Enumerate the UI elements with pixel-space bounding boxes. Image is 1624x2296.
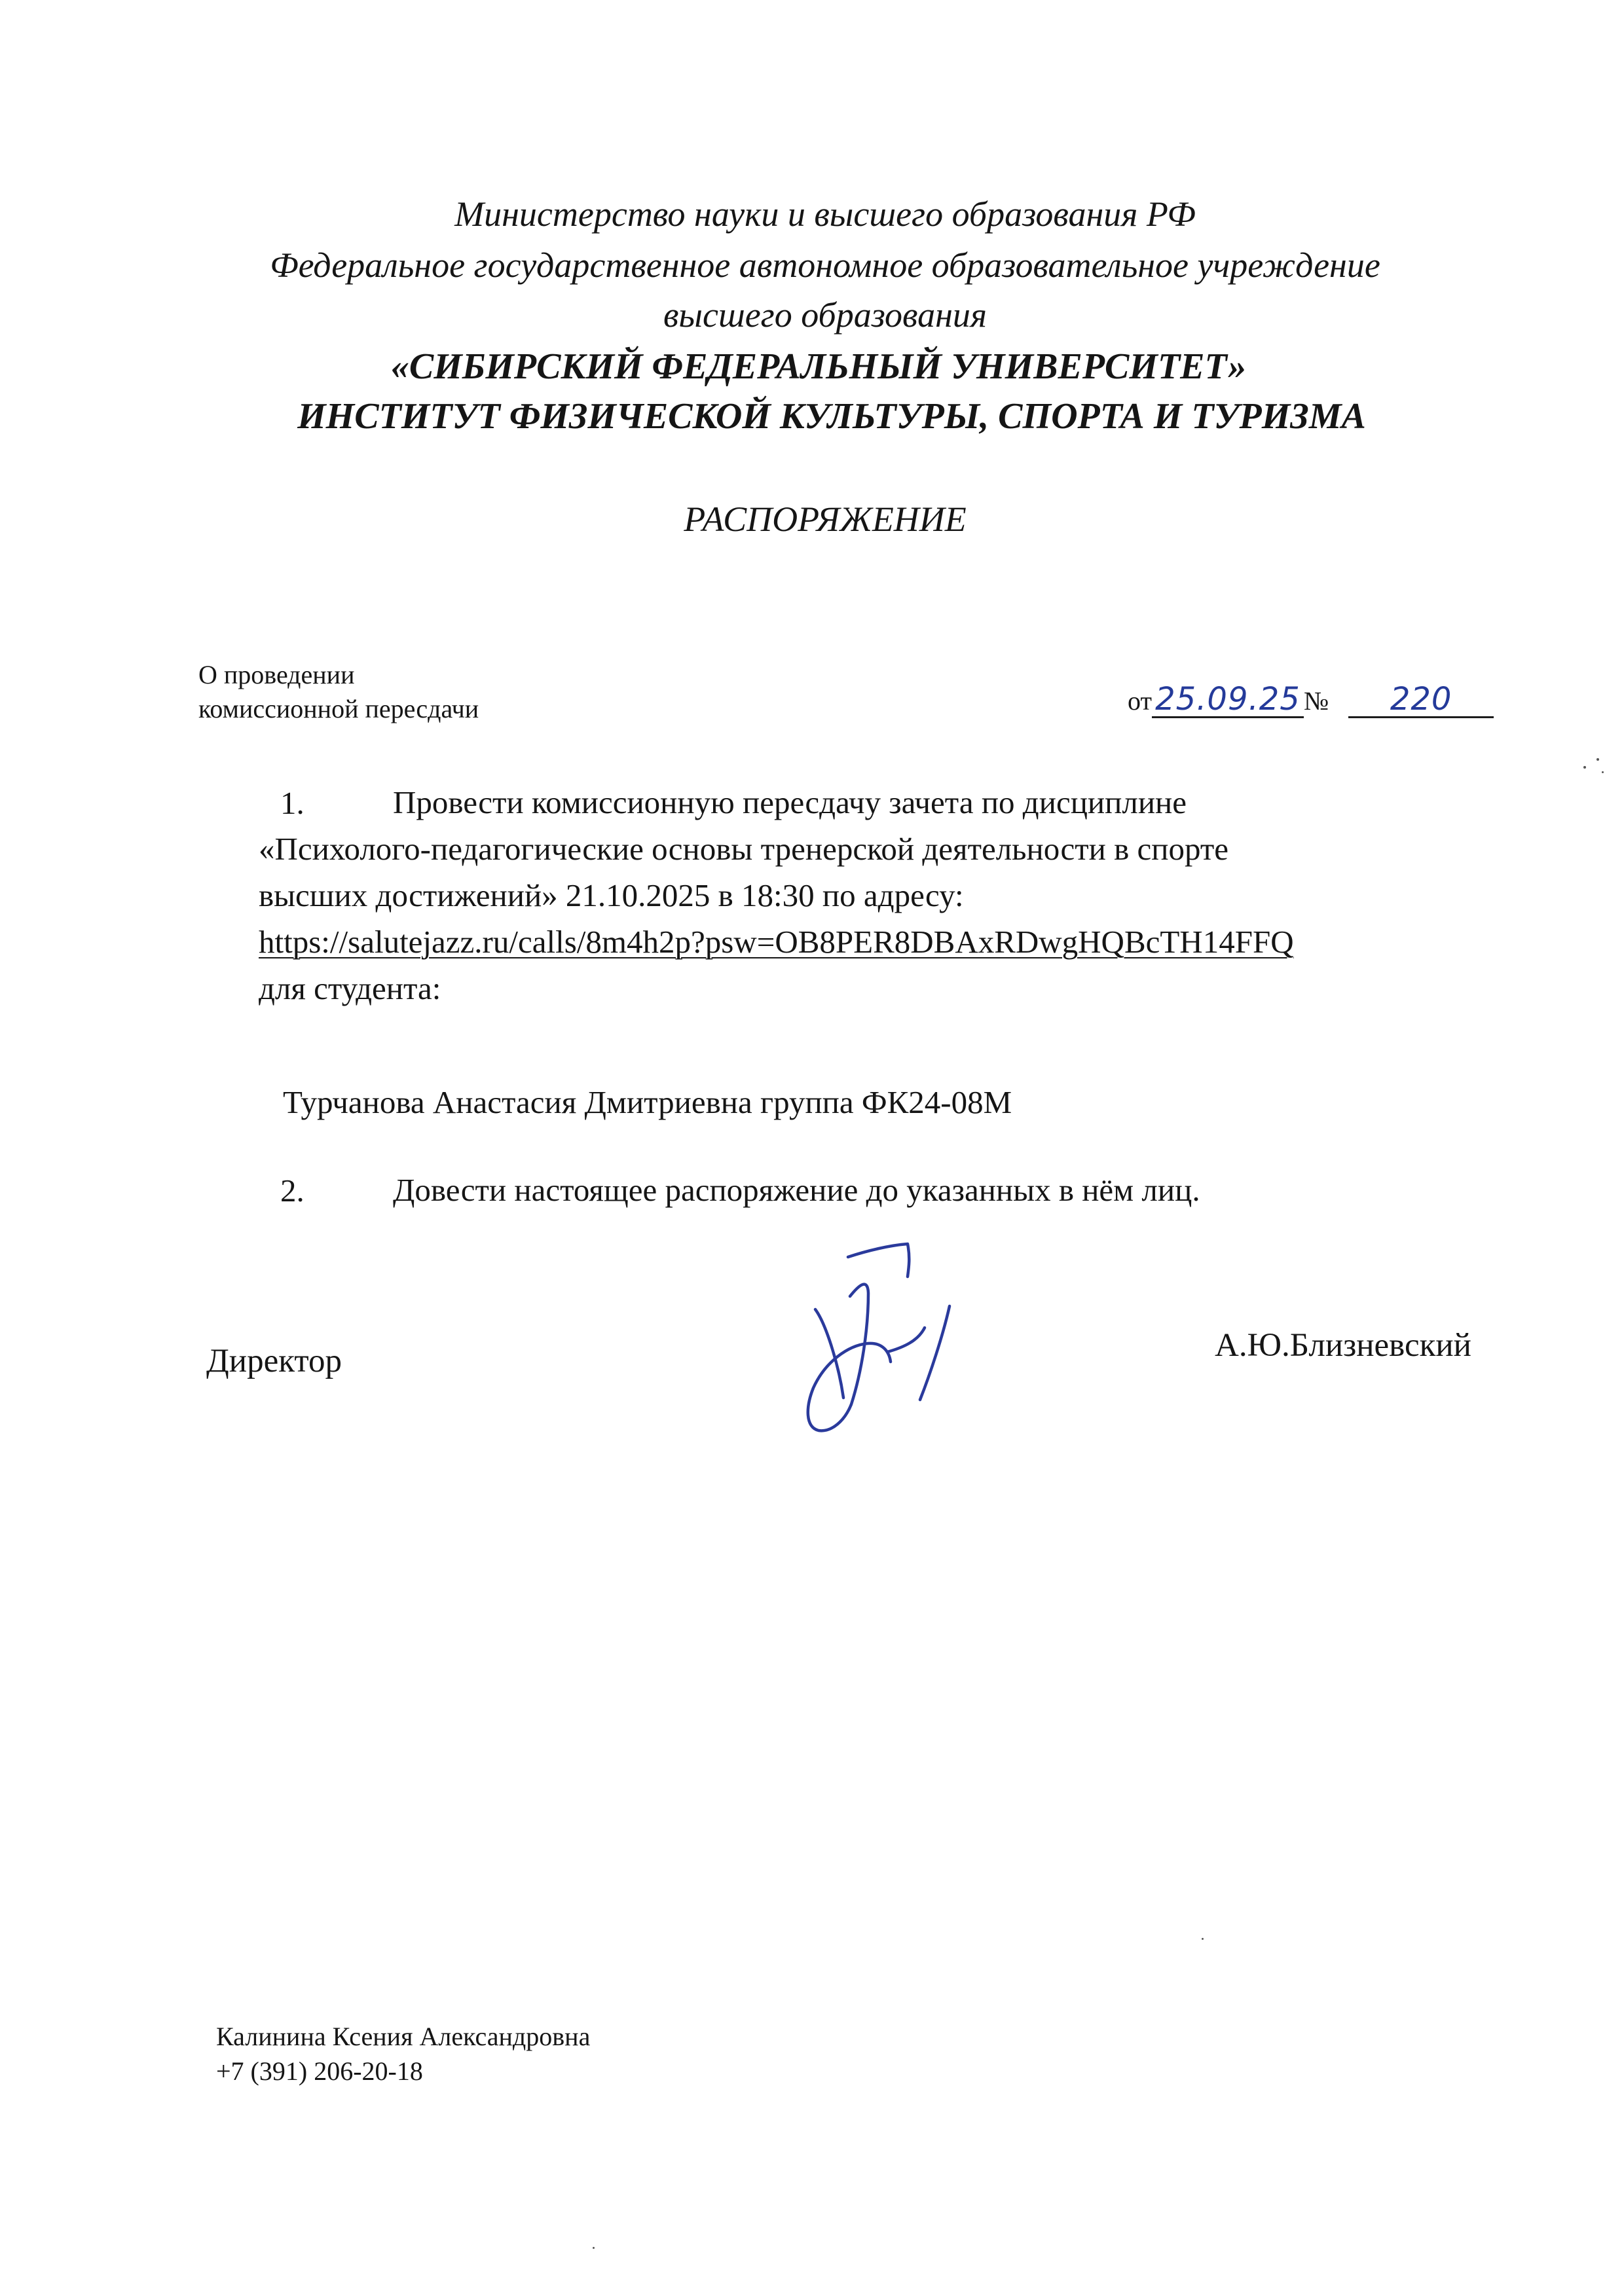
handwritten-number: 220 xyxy=(1348,682,1494,718)
item-1-line-3: высших достижений» 21.10.2025 в 18:30 по адресу: xyxy=(259,877,964,913)
item-1-line-1: Провести комиссионную пересдачу зачета по дисциплине xyxy=(393,784,1187,820)
scan-speck xyxy=(1583,766,1586,769)
institute-name: ИНСТИТУТ ФИЗИЧЕСКОЙ КУЛЬТУРЫ, СПОРТА И ТУРИЗМА xyxy=(297,396,1366,437)
education-level-line: высшего образования xyxy=(663,295,987,335)
institution-type-line: Федеральное государственное автономное образовательное учреждение xyxy=(270,246,1380,285)
item-2-text: Довести настоящее распоряжение до указанных в нём лиц. xyxy=(393,1172,1200,1208)
scan-speck xyxy=(1596,758,1599,761)
number-label: № xyxy=(1303,686,1329,716)
handwritten-signature xyxy=(753,1231,989,1453)
document-subject xyxy=(198,658,479,726)
document-type-title: РАСПОРЯЖЕНИЕ xyxy=(684,500,967,539)
contact-person: Калинина Ксения Александровна xyxy=(216,2022,591,2051)
handwritten-date: 25.09.25 xyxy=(1152,682,1304,718)
university-name: «СИБИРСКИЙ ФЕДЕРАЛЬНЫЙ УНИВЕРСИТЕТ» xyxy=(390,346,1247,387)
date-number-block xyxy=(1128,682,1494,718)
ministry-line: Министерство науки и высшего образования РФ xyxy=(454,194,1196,234)
scan-speck xyxy=(1602,771,1604,773)
date-from-label: от xyxy=(1128,686,1152,716)
meeting-link[interactable]: https://salutejazz.ru/calls/8m4h2p?psw=OB8PER8DBAxRDwgHQBcTH14FFQ xyxy=(259,924,1294,960)
item-1-tail: для студента: xyxy=(259,970,441,1006)
subject-line-2: комиссионной пересдачи xyxy=(198,694,479,723)
signatory-position: Директор xyxy=(206,1343,342,1379)
signatory-name: А.Ю.Близневский xyxy=(1215,1327,1471,1364)
subject-line-1: О проведении xyxy=(198,660,355,689)
scan-speck xyxy=(1202,1938,1204,1940)
item-2-number: 2. xyxy=(280,1173,304,1209)
student-line: Турчанова Анастасия Дмитриевна группа ФК24-08М xyxy=(283,1084,1012,1120)
contact-phone: +7 (391) 206-20-18 xyxy=(216,2056,423,2086)
item-1-number: 1. xyxy=(280,785,304,821)
item-1-line-2: «Психолого-педагогические основы тренерской деятельности в спорте xyxy=(259,831,1228,867)
scan-speck xyxy=(593,2247,595,2249)
